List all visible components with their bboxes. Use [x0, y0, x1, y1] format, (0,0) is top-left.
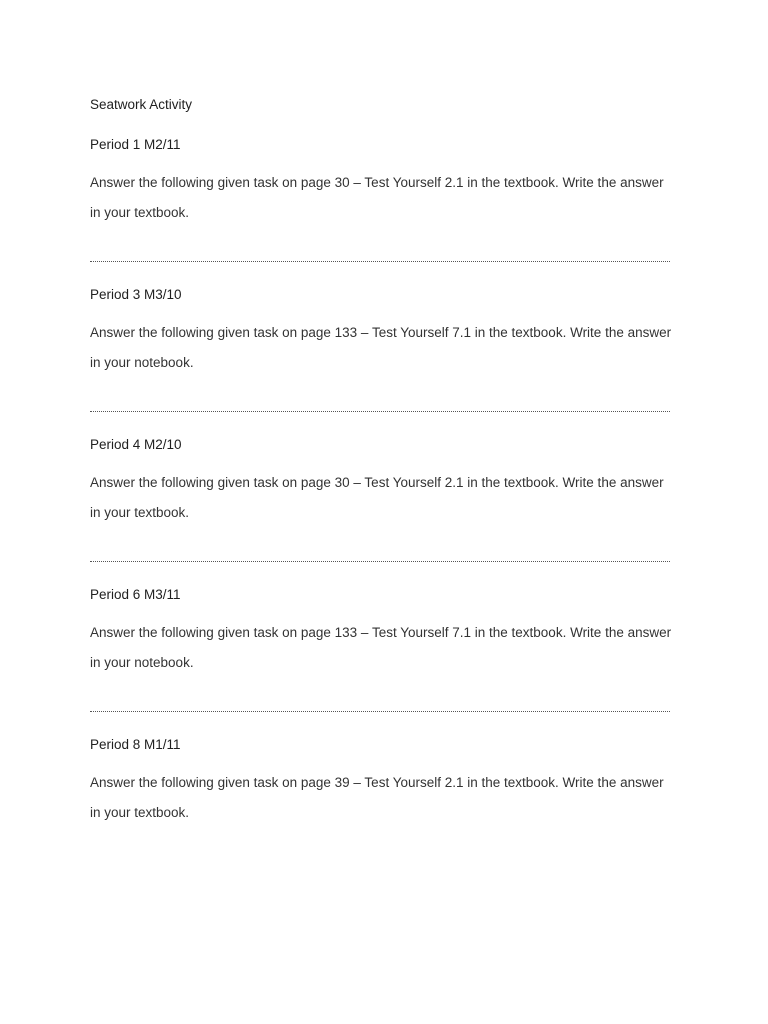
instruction-line: Answer the following given task on page 39 – Test Yourself 2.1 in the textbook. Write the answer — [90, 775, 664, 790]
period-heading: Period 8 M1/11 — [90, 737, 181, 752]
instruction-text — [90, 318, 682, 378]
document-page — [90, 94, 690, 828]
instruction-line: in your textbook. — [90, 205, 190, 220]
period-heading: Period 4 M2/10 — [90, 437, 182, 452]
instruction-line: in your notebook. — [90, 355, 194, 370]
document-title: Seatwork Activity — [90, 97, 193, 112]
instruction-line: in your textbook. — [90, 805, 190, 820]
instruction-line: in your textbook. — [90, 505, 190, 520]
instruction-text — [90, 618, 682, 678]
period-heading: Period 3 M3/10 — [90, 287, 182, 302]
instruction-line: Answer the following given task on page 133 – Test Yourself 7.1 in the textbook. Write the answer — [90, 325, 672, 340]
dotted-separator — [90, 411, 670, 412]
dotted-separator — [90, 561, 670, 562]
dotted-separator — [90, 711, 670, 712]
instruction-text — [90, 768, 682, 828]
instruction-text — [90, 468, 682, 528]
period-heading: Period 1 M2/11 — [90, 137, 181, 152]
dotted-separator — [90, 261, 670, 262]
instruction-line: Answer the following given task on page 30 – Test Yourself 2.1 in the textbook. Write the answer — [90, 175, 664, 190]
period-heading: Period 6 M3/11 — [90, 587, 181, 602]
instruction-text — [90, 168, 682, 228]
instruction-line: in your notebook. — [90, 655, 194, 670]
instruction-line: Answer the following given task on page 133 – Test Yourself 7.1 in the textbook. Write the answer — [90, 625, 672, 640]
instruction-line: Answer the following given task on page 30 – Test Yourself 2.1 in the textbook. Write the answer — [90, 475, 664, 490]
